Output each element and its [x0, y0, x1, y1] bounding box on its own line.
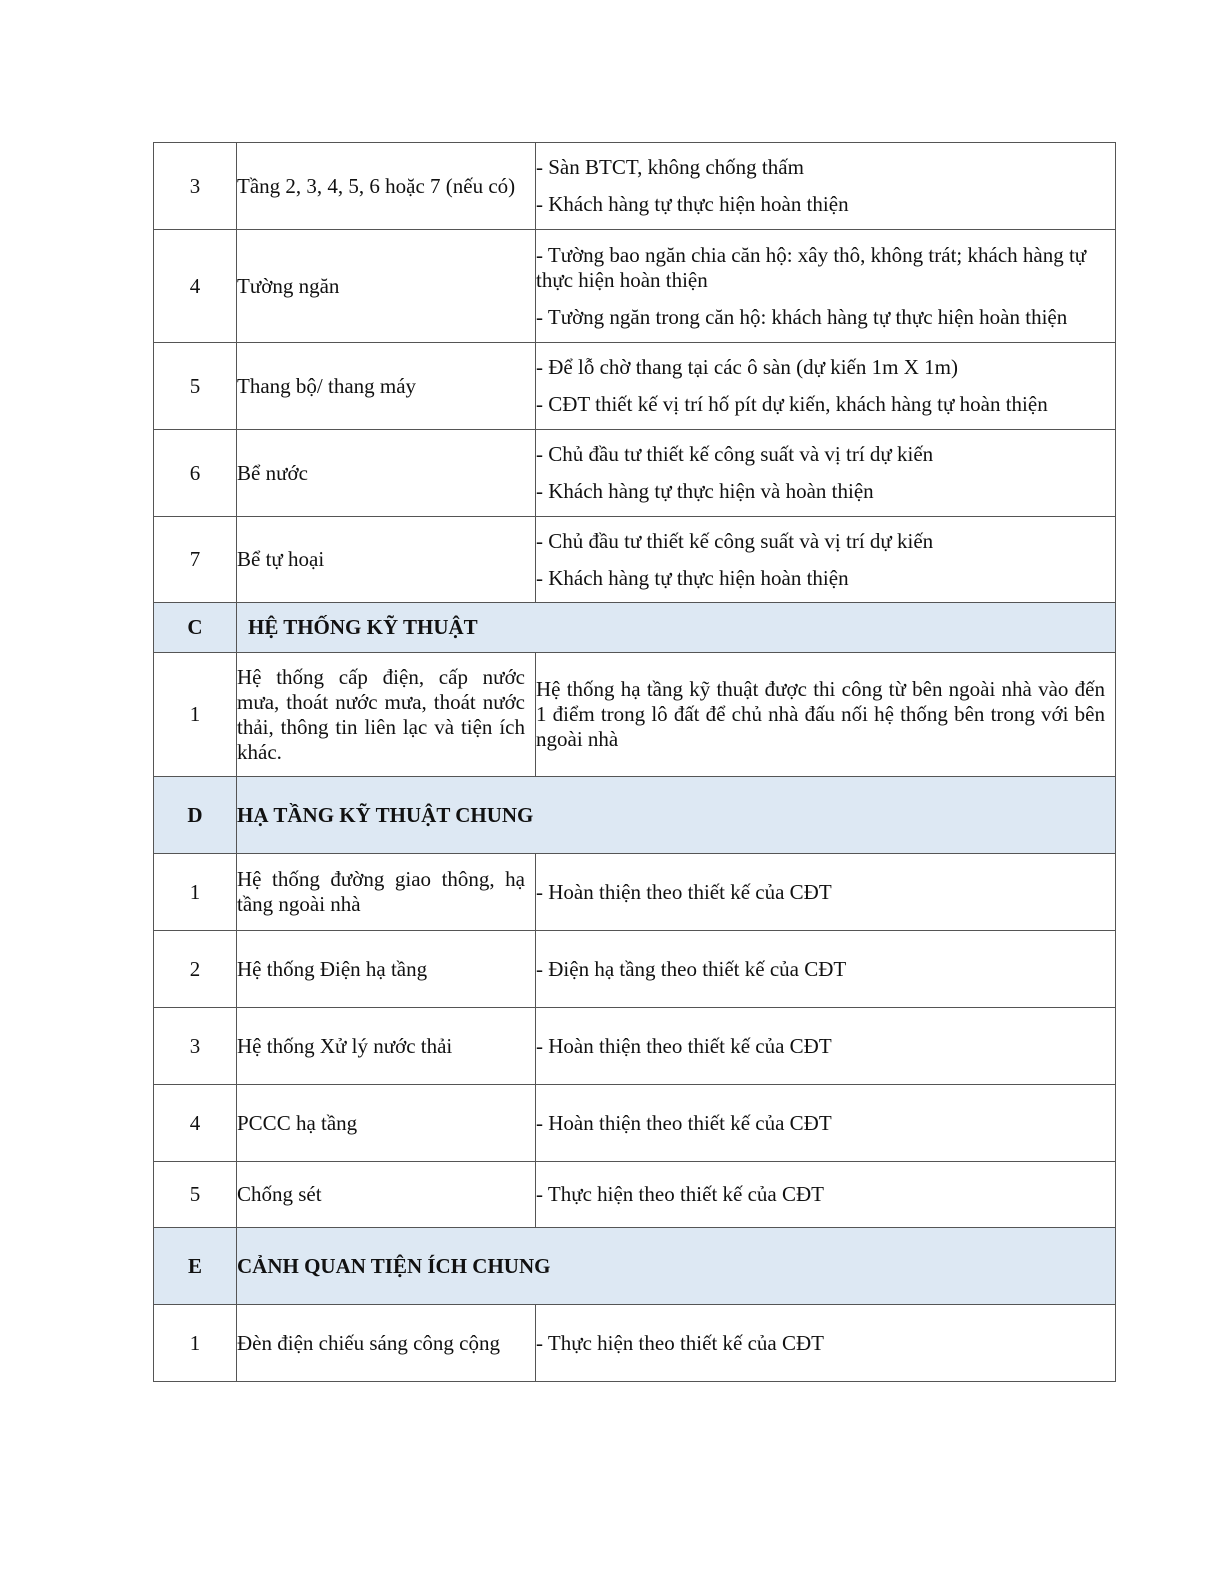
table-row — [154, 854, 1116, 931]
row-number: 2 — [154, 931, 237, 1008]
section-code: E — [154, 1228, 237, 1305]
table-row — [154, 1305, 1116, 1382]
item-name: Tường ngăn — [237, 230, 536, 343]
table-row — [154, 143, 1116, 230]
row-number: 1 — [154, 653, 237, 777]
description-line: - Chủ đầu tư thiết kế công suất và vị trí dự kiến — [536, 528, 934, 553]
description-text: Hệ thống hạ tầng kỹ thuật được thi công từ bên ngoài nhà vào đến 1 điểm trong lô đất để chủ nhà đấu nối hệ thống bên trong với bên ngoài nhà — [536, 677, 1105, 751]
item-description — [536, 343, 1116, 430]
section-header-row — [154, 777, 1116, 854]
item-name: Hệ thống Điện hạ tầng — [237, 931, 536, 1008]
table-row — [154, 653, 1116, 777]
item-name: Thang bộ/ thang máy — [237, 343, 536, 430]
description-line: - Tường bao ngăn chia căn hộ: xây thô, không trát; khách hàng tự thực hiện hoàn thiện — [536, 242, 1087, 292]
item-description — [536, 143, 1116, 230]
item-name: Bể nước — [237, 430, 536, 517]
item-name: Bể tự hoại — [237, 517, 536, 603]
description-line: - Chủ đầu tư thiết kế công suất và vị trí dự kiến — [536, 442, 934, 466]
item-name: PCCC hạ tầng — [237, 1085, 536, 1162]
table-row — [154, 1008, 1116, 1085]
item-description — [536, 517, 1116, 603]
table-row — [154, 430, 1116, 517]
section-code: C — [154, 603, 237, 653]
section-title: HỆ THỐNG KỸ THUẬT — [237, 603, 1116, 653]
table-row — [154, 1162, 1116, 1228]
description-line: - Khách hàng tự thực hiện hoàn thiện — [536, 192, 849, 216]
row-number: 6 — [154, 430, 237, 517]
item-description: - Thực hiện theo thiết kế của CĐT — [536, 1162, 1116, 1228]
item-description — [536, 653, 1116, 777]
section-header-row — [154, 603, 1116, 653]
item-name: Hệ thống cấp điện, cấp nước mưa, thoát nước mưa, thoát nước thải, thông tin liên lạc và tiện ích khác. — [237, 653, 536, 777]
row-number: 1 — [154, 854, 237, 931]
table-row — [154, 230, 1116, 343]
item-description: - Điện hạ tầng theo thiết kế của CĐT — [536, 931, 1116, 1008]
item-name: Hệ thống Xử lý nước thải — [237, 1008, 536, 1085]
section-code: D — [154, 777, 237, 854]
table-row — [154, 1085, 1116, 1162]
item-name: Hệ thống đường giao thông, hạ tầng ngoài nhà — [237, 854, 536, 931]
item-description — [536, 230, 1116, 343]
section-title: CẢNH QUAN TIỆN ÍCH CHUNG — [237, 1228, 1116, 1305]
item-name: Chống sét — [237, 1162, 536, 1228]
section-header-row — [154, 1228, 1116, 1305]
row-number: 1 — [154, 1305, 237, 1382]
row-number: 3 — [154, 143, 237, 230]
specification-table — [153, 142, 1116, 1382]
table-row — [154, 931, 1116, 1008]
item-name: Tầng 2, 3, 4, 5, 6 hoặc 7 (nếu có) — [237, 143, 536, 230]
section-title: HẠ TẦNG KỸ THUẬT CHUNG — [237, 777, 1116, 854]
row-number: 3 — [154, 1008, 237, 1085]
row-number: 4 — [154, 1085, 237, 1162]
description-line: - Khách hàng tự thực hiện và hoàn thiện — [536, 479, 874, 503]
description-line: - Để lỗ chờ thang tại các ô sàn (dự kiến 1m X 1m) — [536, 355, 958, 379]
description-line: - CĐT thiết kế vị trí hố pít dự kiến, khách hàng tự hoàn thiện — [536, 392, 1048, 416]
row-number: 5 — [154, 1162, 237, 1228]
description-line: - Sàn BTCT, không chống thấm — [536, 155, 804, 179]
item-name: Đèn điện chiếu sáng công cộng — [237, 1305, 536, 1382]
table-row — [154, 517, 1116, 603]
item-description: - Hoàn thiện theo thiết kế của CĐT — [536, 854, 1116, 931]
table-row — [154, 343, 1116, 430]
description-line: - Khách hàng tự thực hiện hoàn thiện — [536, 565, 849, 590]
row-number: 4 — [154, 230, 237, 343]
item-description: - Hoàn thiện theo thiết kế của CĐT — [536, 1085, 1116, 1162]
item-description: - Hoàn thiện theo thiết kế của CĐT — [536, 1008, 1116, 1085]
item-description: - Thực hiện theo thiết kế của CĐT — [536, 1305, 1116, 1382]
row-number: 5 — [154, 343, 237, 430]
description-line: - Tường ngăn trong căn hộ: khách hàng tự thực hiện hoàn thiện — [536, 304, 1068, 329]
row-number: 7 — [154, 517, 237, 603]
item-description — [536, 430, 1116, 517]
